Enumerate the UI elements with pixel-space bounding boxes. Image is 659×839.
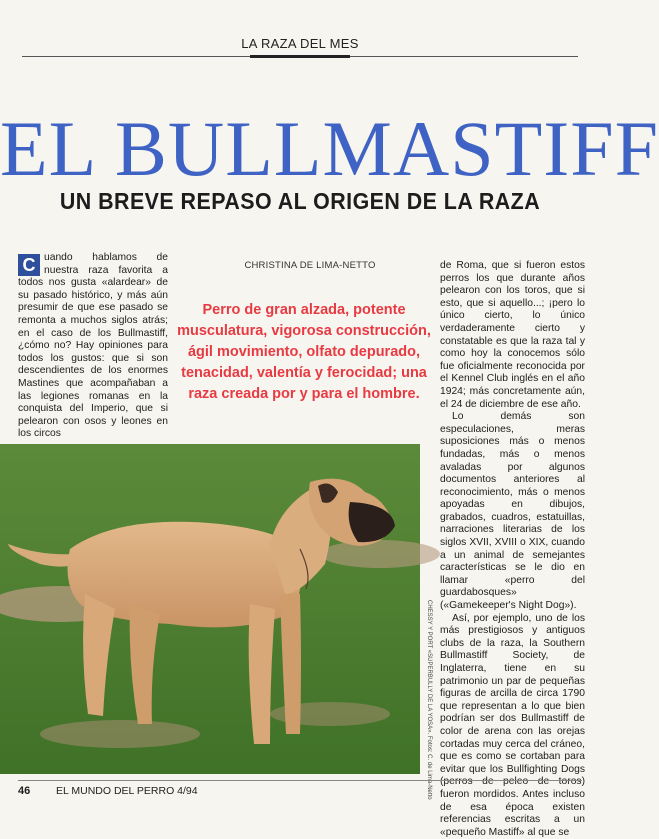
right-column bbox=[440, 260, 585, 838]
footer-rule bbox=[18, 780, 582, 781]
pull-quote: Perro de gran alzada, potente musculatura, vigorosa construcción, ágil movimiento, olfato depurado, tenacidad, valentía y ferocidad; una raza creada por y para el hombre. bbox=[177, 302, 431, 402]
section-label: LA RAZA DEL MES bbox=[241, 36, 359, 51]
left-column bbox=[18, 252, 168, 440]
article-subtitle: UN BREVE REPASO AL ORIGEN DE LA RAZA bbox=[59, 188, 541, 214]
dog-illustration bbox=[0, 444, 420, 774]
dirt-patch bbox=[40, 720, 200, 748]
bullmastiff-photo bbox=[0, 444, 420, 774]
left-column-text bbox=[18, 252, 168, 441]
page-number: 46 bbox=[18, 785, 31, 797]
magazine-name: EL MUNDO DEL PERRO 4/94 bbox=[56, 785, 198, 797]
dirt-patch bbox=[320, 540, 440, 568]
author-byline: CHRISTINA DE LIMA-NETTO bbox=[244, 260, 376, 271]
left-column-body: uando hablamos de nuestra raza favorita a todos nos gusta «alardear» de su pasado histórico, y más aún presumir de que ese pasado se remonta a muchos siglos atrás; en el caso de los Bullmastiff, ¿cómo no? Hay opiniones para todos los gustos: que si son descendientes de los enormes Mastines que acompañaban a las legiones romanas en la conquista del Imperio, que si pelearon con osos y leones en los circos bbox=[18, 252, 168, 440]
drop-cap: C bbox=[18, 254, 40, 276]
right-column-paragraph-1: de Roma, que si fueron estos perros los que durante años pelearon con los toros, que si esto, que si aquello...; ¡pero lo único cierto, lo único verdaderamente cierto y constatable es que la raza tal y como hoy la conocemos sólo fue oficialmente reconocida por el Kennel Club inglés en el año 1924; más concretamente aún, el 24 de diciembre de ese año. bbox=[440, 260, 585, 410]
photo-credit: CHESSY Y PORT «SUPERBULLY DE LA YOSA». Fotos: C. de Lima-Netto bbox=[426, 600, 432, 800]
right-column-paragraph-3: Así, por ejemplo, uno de los más prestigiosos y antiguos clubs de la raza, la Southern Bullmastiff Society, de Inglaterra, tiene en su patrimonio un par de pequeñas figuras de arcilla de circa 1790 que representan a lo que bien podrían ser dos Bullmastiff de color de arena con las orejas cortadas muy cerca del cráneo, que es como se cortaban para evitar que los Bullfighting Dogs (perros de peleo de toros) fueron mordidos. Antes incluso de esa época existen referencias escritas a un «pequeño Mastiff» al que se bbox=[440, 612, 585, 838]
right-column-paragraph-2: Lo demás son especulaciones, meras suposiciones más o menos fundadas, más o menos avaladas por algunos documentos anteriores al reconocimiento, más o menos apoyadas en dibujos, grabados, cuadros, estatuillas, narraciones literarias de los siglos XVII, XVIII o XIX, cuando a un animal de semejantes características se le dio en llamar «perro del guardabosques» («Gamekeeper's Night Dog»). bbox=[440, 411, 585, 612]
header-accent-rule bbox=[250, 55, 350, 58]
article-title: EL BULLMASTIFF bbox=[0, 105, 659, 192]
